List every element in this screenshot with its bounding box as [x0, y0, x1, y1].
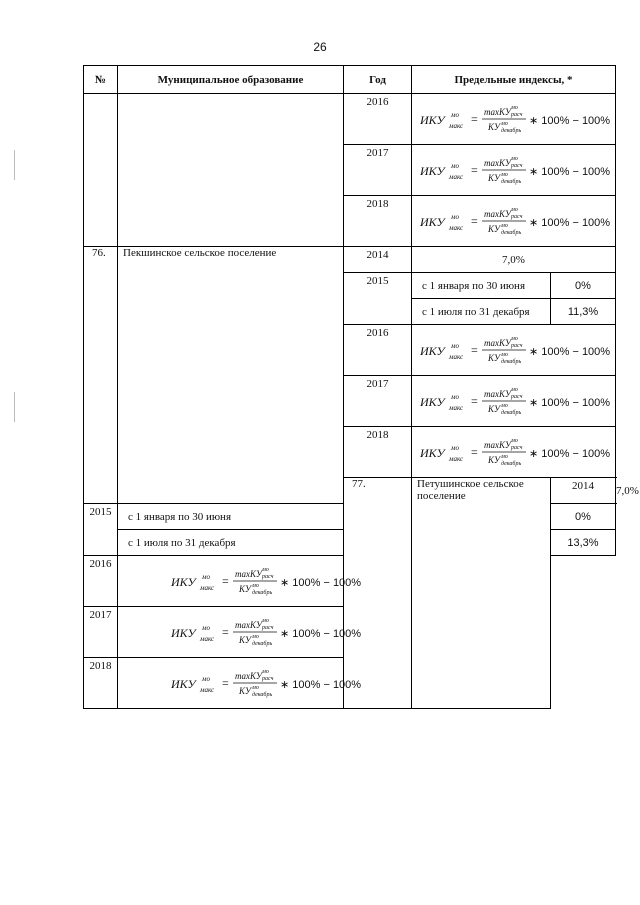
formula-lhs: ИКУ — [419, 446, 445, 460]
formula-lhs-sup: мо — [201, 624, 210, 632]
formula-lhs-sub: макс — [199, 635, 214, 643]
formula-numerator-sup: мо — [261, 618, 269, 624]
formula-lhs: ИКУ — [419, 164, 445, 178]
formula-expression — [416, 384, 612, 418]
formula-denominator: КУ — [487, 455, 500, 465]
formula-lhs-sub: макс — [448, 455, 463, 463]
formula-lhs: ИКУ — [170, 677, 196, 691]
formula-numerator-sup: мо — [261, 567, 269, 573]
formula-cell — [118, 607, 412, 658]
formula-numerator: maxКУ — [234, 569, 262, 579]
formula-numerator-sub: расч — [510, 394, 522, 400]
formula-numerator-sup: мо — [510, 105, 518, 111]
formula-lhs-sub: макс — [448, 224, 463, 232]
header-indices: Предельные индексы, * — [412, 66, 616, 94]
cell-period-value: 13,3% — [551, 530, 616, 556]
formula-equals: = — [221, 676, 229, 690]
cell-year: 2015 — [344, 273, 412, 325]
cell-year: 2016 — [84, 556, 118, 607]
formula-denominator-sub: декабрь — [500, 179, 521, 185]
formula-numerator: maxКУ — [483, 338, 511, 348]
formula-numerator-sup: мо — [261, 669, 269, 675]
formula-tail: ∗ 100% − 100% — [279, 679, 361, 691]
formula-denominator-sub: декабрь — [251, 692, 272, 698]
formula-lhs-sub: макс — [448, 173, 463, 181]
formula-lhs: ИКУ — [419, 395, 445, 409]
formula-equals: = — [470, 163, 478, 177]
cell-num: 76. — [84, 247, 118, 504]
formula-lhs-sup: мо — [450, 342, 459, 350]
cell-period-label: с 1 января по 30 июня — [412, 273, 551, 299]
formula-cell — [412, 196, 616, 247]
formula-numerator-sub: расч — [261, 625, 273, 631]
table-row — [84, 94, 616, 145]
cell-municipality-name: Пекшинское сельское поселение — [118, 247, 344, 504]
cell-year: 2017 — [344, 145, 412, 196]
formula-cell — [412, 427, 616, 478]
table-row: 77. Петушинское сельское поселение 2014 7,0% — [84, 478, 616, 504]
formula-tail: ∗ 100% − 100% — [528, 448, 610, 460]
formula-denominator: КУ — [487, 173, 500, 183]
cell-year: 2017 — [84, 607, 118, 658]
formula-lhs: ИКУ — [419, 215, 445, 229]
formula-numerator: maxКУ — [234, 671, 262, 681]
formula-expression — [416, 102, 612, 136]
formula-expression — [416, 204, 612, 238]
cell-year: 2018 — [344, 196, 412, 247]
formula-numerator-sub: расч — [261, 676, 273, 682]
formula-numerator-sub: расч — [510, 112, 522, 118]
cell-year: 2016 — [344, 94, 412, 145]
formula-tail: ∗ 100% − 100% — [279, 628, 361, 640]
formula-denominator: КУ — [487, 353, 500, 363]
formula-denominator: КУ — [238, 686, 251, 696]
formula-expression — [416, 333, 612, 367]
formula-numerator-sup: мо — [510, 207, 518, 213]
formula-equals: = — [470, 445, 478, 459]
formula-tail: ∗ 100% − 100% — [279, 577, 361, 589]
formula-tail: ∗ 100% − 100% — [528, 397, 610, 409]
formula-denominator-sup: мо — [251, 685, 259, 691]
formula-cell — [412, 94, 616, 145]
formula-numerator-sup: мо — [510, 156, 518, 162]
formula-numerator-sub: расч — [510, 214, 522, 220]
cell-year: 2018 — [344, 427, 412, 478]
cell-year: 2016 — [344, 325, 412, 376]
formula-denominator-sup: мо — [251, 583, 259, 589]
formula-denominator-sub: декабрь — [500, 359, 521, 365]
formula-denominator: КУ — [487, 224, 500, 234]
formula-denominator-sub: декабрь — [500, 410, 521, 416]
formula-numerator: maxКУ — [483, 389, 511, 399]
cell-num: 77. — [344, 478, 412, 709]
cell-period-value: 11,3% — [551, 299, 616, 325]
formula-numerator: maxКУ — [234, 620, 262, 630]
formula-denominator: КУ — [487, 404, 500, 414]
formula-cell — [118, 556, 412, 607]
cell-period-label: с 1 июля по 31 декабря — [118, 530, 344, 556]
formula-numerator-sup: мо — [510, 438, 518, 444]
formula-numerator-sub: расч — [510, 163, 522, 169]
scan-margin-mark — [14, 150, 15, 180]
cell-year: 2015 — [84, 504, 118, 556]
formula-lhs-sub: макс — [448, 404, 463, 412]
formula-tail: ∗ 100% − 100% — [528, 346, 610, 358]
formula-equals: = — [221, 574, 229, 588]
formula-denominator-sub: декабрь — [500, 128, 521, 134]
formula-lhs: ИКУ — [419, 113, 445, 127]
header-municipality: Муниципальное образование — [118, 66, 344, 94]
formula-cell — [412, 145, 616, 196]
formula-lhs-sub: макс — [448, 353, 463, 361]
formula-lhs: ИКУ — [170, 575, 196, 589]
formula-numerator: maxКУ — [483, 158, 511, 168]
formula-denominator: КУ — [238, 584, 251, 594]
formula-denominator-sup: мо — [500, 454, 508, 460]
formula-denominator-sub: декабрь — [500, 230, 521, 236]
formula-denominator: КУ — [487, 122, 500, 132]
tariff-index-table — [83, 65, 639, 709]
formula-denominator-sup: мо — [500, 121, 508, 127]
formula-numerator-sup: мо — [510, 336, 518, 342]
formula-lhs-sup: мо — [201, 675, 210, 683]
formula-lhs-sup: мо — [450, 162, 459, 170]
formula-denominator: КУ — [238, 635, 251, 645]
formula-numerator-sub: расч — [261, 574, 273, 580]
cell-period-label: с 1 июля по 31 декабря — [412, 299, 551, 325]
cell-municipality-name: Петушинское сельское поселение — [412, 478, 551, 709]
formula-cell — [412, 325, 616, 376]
header-year: Год — [344, 66, 412, 94]
formula-equals: = — [470, 112, 478, 126]
formula-lhs: ИКУ — [170, 626, 196, 640]
formula-expression — [167, 564, 363, 598]
formula-numerator: maxКУ — [483, 209, 511, 219]
formula-equals: = — [221, 625, 229, 639]
formula-numerator: maxКУ — [483, 440, 511, 450]
cell-year: 2014 — [551, 478, 616, 504]
cell-period-value: 0% — [551, 504, 616, 530]
formula-denominator-sup: мо — [500, 352, 508, 358]
cell-period-label: с 1 января по 30 июня — [118, 504, 344, 530]
formula-numerator: maxКУ — [483, 107, 511, 117]
formula-equals: = — [470, 214, 478, 228]
formula-denominator-sub: декабрь — [500, 461, 521, 467]
page-number: 26 — [313, 40, 327, 54]
cell-num-empty — [84, 94, 118, 247]
formula-expression — [167, 615, 363, 649]
formula-cell — [118, 658, 412, 709]
formula-denominator-sup: мо — [500, 223, 508, 229]
table-header-row — [84, 66, 616, 94]
formula-lhs-sup: мо — [450, 444, 459, 452]
cell-year: 2017 — [344, 376, 412, 427]
table-row — [84, 247, 616, 273]
formula-tail: ∗ 100% − 100% — [528, 166, 610, 178]
formula-lhs-sub: макс — [199, 584, 214, 592]
cell-year: 2018 — [84, 658, 118, 709]
formula-lhs-sup: мо — [450, 213, 459, 221]
formula-denominator-sub: декабрь — [251, 641, 272, 647]
header-num: № — [84, 66, 118, 94]
formula-lhs-sup: мо — [450, 111, 459, 119]
formula-tail: ∗ 100% − 100% — [528, 217, 610, 229]
formula-denominator-sup: мо — [251, 634, 259, 640]
formula-numerator-sub: расч — [510, 343, 522, 349]
formula-tail: ∗ 100% − 100% — [528, 115, 610, 127]
formula-expression — [416, 435, 612, 469]
scan-margin-mark — [14, 392, 15, 422]
formula-expression — [167, 666, 363, 700]
formula-equals: = — [470, 394, 478, 408]
formula-lhs-sub: макс — [199, 686, 214, 694]
formula-denominator-sup: мо — [500, 172, 508, 178]
formula-lhs-sup: мо — [201, 573, 210, 581]
formula-denominator-sub: декабрь — [251, 590, 272, 596]
formula-lhs-sub: макс — [448, 122, 463, 130]
cell-index-value: 7,0% — [412, 247, 616, 273]
formula-cell — [412, 376, 616, 427]
formula-denominator-sup: мо — [500, 403, 508, 409]
formula-numerator-sub: расч — [510, 445, 522, 451]
cell-period-value: 0% — [551, 273, 616, 299]
formula-equals: = — [470, 343, 478, 357]
formula-lhs: ИКУ — [419, 344, 445, 358]
cell-name-empty — [118, 94, 344, 247]
cell-year: 2014 — [344, 247, 412, 273]
formula-expression — [416, 153, 612, 187]
formula-lhs-sup: мо — [450, 393, 459, 401]
formula-numerator-sup: мо — [510, 387, 518, 393]
